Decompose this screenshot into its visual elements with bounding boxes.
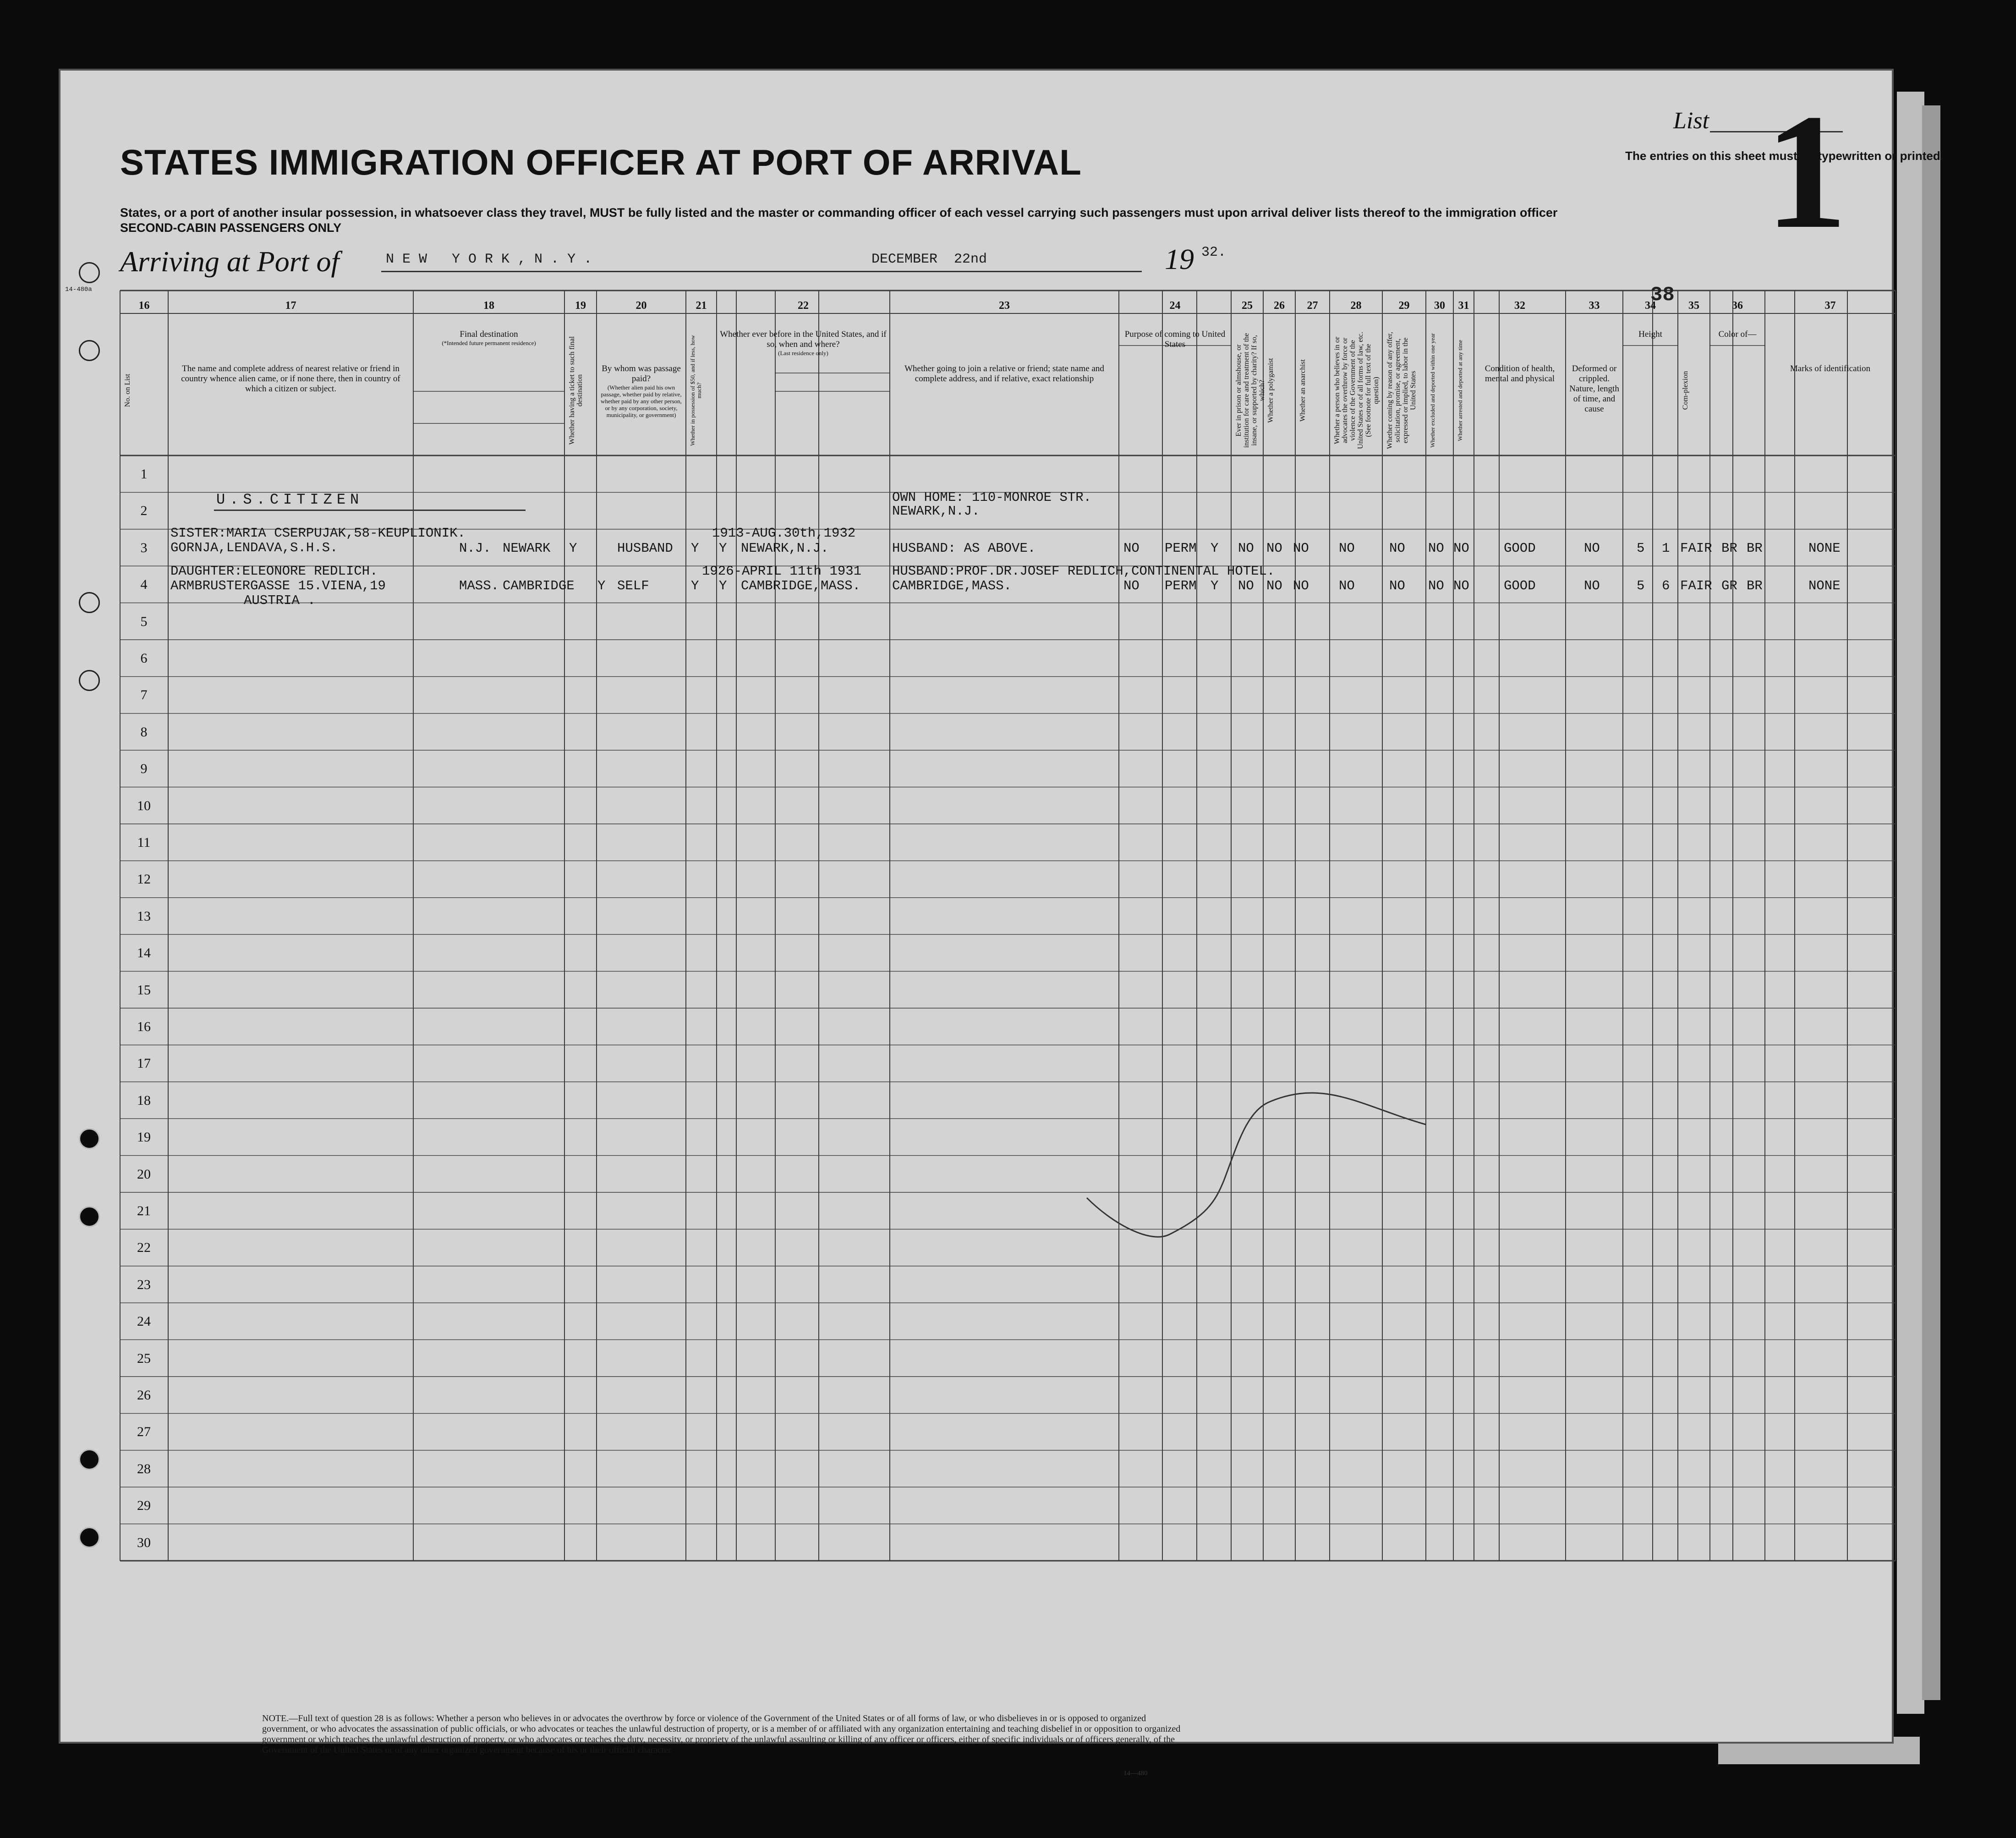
column-caption-32: Condition of health, mental and physical xyxy=(1485,364,1555,384)
date-value: DECEMBER 22nd xyxy=(871,252,987,267)
row3-c24b: PERM xyxy=(1165,578,1197,593)
column-caption-33: Deformed or crippled. Nature, length of time, and cause xyxy=(1569,364,1619,414)
port-value: N E W Y O R K , N . Y . xyxy=(386,252,592,267)
column-number-16: 16 xyxy=(138,300,150,312)
row-number: 20 xyxy=(137,1166,151,1182)
row-number: 6 xyxy=(140,651,148,666)
row3-c24c: Y xyxy=(1211,578,1219,593)
arriving-label: Arriving at Port of xyxy=(120,245,340,278)
column-number-18: 18 xyxy=(483,300,494,312)
column-caption-25: Ever in prison or almshouse, or institution for care and treatment of the insane, or supported by charity? If so, which? xyxy=(1235,333,1266,448)
row-number: 18 xyxy=(137,1092,151,1108)
row-number: 10 xyxy=(137,798,151,813)
row3-hair: GR xyxy=(1721,578,1737,593)
column-caption-20: By whom was passage paid? (Whether alien paid his own passage, whether paid by relative, whether paid by any other person, or by any corporation, society, municipality, or government) xyxy=(601,364,682,418)
row1-join: OWN HOME: 110-MONROE STR. xyxy=(892,490,1092,505)
column-caption-26: Whether a polygamist xyxy=(1267,358,1275,423)
row2-ticket: Y xyxy=(569,541,577,556)
sheet-number: 38 xyxy=(1650,284,1675,307)
row-number: 29 xyxy=(137,1498,151,1514)
list-number: 1 xyxy=(1765,80,1847,263)
column-caption-29: Whether coming by reason of any offer, solicitation, promise, or agreement, expressed or implied, to labor in the United States xyxy=(1386,332,1417,449)
binder-hole xyxy=(79,592,100,613)
row-number: 9 xyxy=(140,761,148,777)
row-number: 23 xyxy=(137,1277,151,1292)
row3-c27: NO xyxy=(1293,578,1309,593)
row2-eyes: BR xyxy=(1747,541,1763,556)
column-caption-18: Final destination (*Intended future permanent residence) xyxy=(442,329,536,346)
row-number: 28 xyxy=(137,1461,151,1476)
row-number: 8 xyxy=(140,724,148,740)
row3-c25: NO xyxy=(1238,578,1254,593)
row2-c29: NO xyxy=(1389,541,1405,556)
row-number: 12 xyxy=(137,872,151,887)
column-number-30: 30 xyxy=(1434,300,1445,312)
row-number: 25 xyxy=(137,1350,151,1366)
row2-relative: SISTER:MARIA CSERPUJAK,58-KEUPLIONIK. xyxy=(170,526,466,541)
form-title: STATES IMMIGRATION OFFICER AT PORT OF ARRIVAL xyxy=(120,142,1082,182)
row3-paid: SELF xyxy=(617,578,649,593)
row3-state: MASS. xyxy=(459,578,499,593)
row2-years: 1913-AUG.30th,1932 xyxy=(712,526,856,541)
row-number: 14 xyxy=(137,945,151,961)
column-number-23: 23 xyxy=(999,300,1010,312)
row3-join: HUSBAND:PROF.DR.JOSEF REDLICH,CONTINENTAL HOTEL. xyxy=(892,564,1275,579)
column-number-28: 28 xyxy=(1350,300,1362,312)
row3-relative-line2: ARMBRUSTERGASSE 15.VIENA,19 xyxy=(170,578,386,593)
binder-hole xyxy=(79,1128,100,1149)
row3-c30: NO xyxy=(1428,578,1444,593)
column-caption-16: No. on List xyxy=(124,373,131,407)
row3-years: 1926-APRIL 11th 1931 xyxy=(702,564,862,579)
row1-underline xyxy=(214,510,526,511)
column-caption-27: Whether an anarchist xyxy=(1299,359,1307,422)
column-number-26: 26 xyxy=(1274,300,1285,312)
column-caption-28: Whether a person who believes in or advocates the overthrow by force or violence of the Government of the United States or of all forms of law, etc. (See footnote for full text of the question) xyxy=(1333,332,1380,449)
row3-c24a: NO xyxy=(1123,578,1139,593)
binder-hole xyxy=(79,340,100,361)
form-code: 14—480 xyxy=(1123,1770,1148,1777)
column-number-29: 29 xyxy=(1398,300,1410,312)
row2-state: N.J. xyxy=(459,541,491,556)
row-number: 4 xyxy=(140,577,148,593)
column-number-36: 36 xyxy=(1732,300,1743,312)
row2-c27: NO xyxy=(1293,541,1309,556)
column-caption-19: Whether having a ticket to such final destination xyxy=(568,336,584,445)
row2-inches: 1 xyxy=(1662,541,1670,556)
row-number: 3 xyxy=(140,540,148,555)
row2-city: NEWARK xyxy=(503,541,551,556)
row-number: 5 xyxy=(140,614,148,629)
binder-hole xyxy=(79,1527,100,1548)
page-stack-edge xyxy=(1922,105,1940,1700)
column-caption-22: Whether ever before in the United States, and if so, when and where? (Last residence only) xyxy=(720,329,887,357)
port-underline xyxy=(381,271,885,272)
form-grid xyxy=(60,71,1895,1745)
column-number-24: 24 xyxy=(1169,300,1181,312)
row-number: 26 xyxy=(137,1388,151,1403)
row-number: 17 xyxy=(137,1056,151,1071)
column-number-21: 21 xyxy=(696,300,707,312)
row3-where: CAMBRIDGE,MASS. xyxy=(741,578,861,593)
row-number: 27 xyxy=(137,1424,151,1440)
form-code-top: 14-480a xyxy=(65,286,92,293)
entries-note: The entries on this sheet must be typewritten or printed. xyxy=(1625,149,1944,163)
row2-hair: BR xyxy=(1721,541,1737,556)
row3-join-line2: CAMBRIDGE,MASS. xyxy=(892,578,1012,593)
column-number-35: 35 xyxy=(1688,300,1699,312)
row3-relative-line3: AUSTRIA . xyxy=(244,593,316,608)
row3-fifty: Y xyxy=(691,578,699,593)
row3-inches: 6 xyxy=(1662,578,1670,593)
page-stack-edge xyxy=(1897,92,1924,1714)
row3-c32: GOOD xyxy=(1504,578,1536,593)
row1-join-line2: NEWARK,N.J. xyxy=(892,504,980,519)
row-number: 15 xyxy=(137,982,151,998)
row3-c33: NO xyxy=(1584,578,1600,593)
column-caption-31: Whether arrested and deported at any time xyxy=(1457,340,1463,441)
column-caption-37: Marks of identification xyxy=(1790,364,1871,373)
row2-c31: NO xyxy=(1453,541,1469,556)
row-number: 16 xyxy=(137,1019,151,1034)
row-number: 7 xyxy=(140,687,148,703)
row2-c24b: PERM xyxy=(1165,541,1197,556)
binder-hole xyxy=(79,670,100,691)
row3-city: CAMBRIDGE xyxy=(503,578,575,593)
row3-feet: 5 xyxy=(1637,578,1645,593)
row3-before: Y xyxy=(719,578,727,593)
column-number-31: 31 xyxy=(1458,300,1469,312)
row-number: 2 xyxy=(140,503,148,519)
row3-c29: NO xyxy=(1389,578,1405,593)
row-number: 19 xyxy=(137,1130,151,1145)
row-number: 1 xyxy=(140,466,148,482)
year-prefix: 19 xyxy=(1165,243,1194,275)
column-number-34: 34 xyxy=(1645,300,1656,312)
column-caption-34: Height xyxy=(1638,329,1662,339)
column-caption-24: Purpose of coming to United States xyxy=(1124,329,1226,349)
row2-where: NEWARK,N.J. xyxy=(741,541,829,556)
column-number-22: 22 xyxy=(798,300,809,312)
row2-c32: GOOD xyxy=(1504,541,1536,556)
column-number-32: 32 xyxy=(1514,300,1525,312)
row-number: 30 xyxy=(137,1535,151,1550)
row2-before: Y xyxy=(719,541,727,556)
year-suffix: 32. xyxy=(1201,245,1227,260)
column-number-17: 17 xyxy=(285,300,296,312)
binder-hole xyxy=(79,262,100,283)
row2-c24c: Y xyxy=(1211,541,1219,556)
column-number-27: 27 xyxy=(1307,300,1318,312)
row3-c28: NO xyxy=(1339,578,1355,593)
row-number: 21 xyxy=(137,1203,151,1218)
row3-complexion: FAIR xyxy=(1680,578,1712,593)
binder-hole xyxy=(79,1449,100,1470)
row2-c26: NO xyxy=(1266,541,1282,556)
row-number: 13 xyxy=(137,908,151,924)
manifest-sheet: STATES IMMIGRATION OFFICER AT PORT OF ARRIVAL States, or a port of another insular possession, in whatsoever class they travel, MUST be fully listed and the master or commanding officer of each vessel carrying such passengers must upon arrival deliver lists thereof to the immigration officer SECOND-CABIN PASSENGERS ONLY 14-480a Arriving at Port of N E W Y O R K , N . Y . DECEMBER 22nd 19 32. List 1 The entries on this sheet must be typewritten or printed. 38 16 No. on List 17 The name and complete address of nearest relative or friend in country whence alien came, or if none there, then in country of which a citizen or subject. 18 Final destination (*Intended future permanent residence) 19 Whether having a ticket to such final destination 20 By whom was passage paid? (Whether alien paid his own passage, whether paid by relative, whether paid by any other person, or by any corporation, society, municipality, or government) 21 Whether in possession of $50, and if less, how much? 22 Whether ever before in the United States, and if so, when and where? (Last residence only) 23 Whether going to join a relative or friend; state name and complete address, and if relative, exact relationship 24 Purpose of coming to United States 25 Ever in prison or almshouse, or institution for care and treatment of the insane, or supported by charity? If so, which? 26 Whether a polygamist 27 Whether an anarchist 28 Whether a person who believes in or advocates the overthrow by force or violence of the Government of the United States or of all forms of law, etc. (See footnote for full text of the question) 29 Whether coming by reason of any offer, solicitation, promise, or agreement, expressed or implied, to labor in the United States 30 Whether excluded and deported within one year 31 Whether arrested and deported at any time 32 Condition of health, mental and physical 33 Deformed or crippled. Nature, length of time, and cause 34 Height 35 Com-plexion 36 Color of— 37 Marks of identification 1 2 3 4 5 6 7 8 9 10 11 12 13 14 15 16 17 18 19 20 21 22 23 24 25 26 27 28 29 30 U.S.CITIZEN OWN HOME: 110-MONROE STR. NEWARK,N.J. SISTER:MARIA CSERPUJAK,58-KEUPLIONIK. GORNJA,LENDAVA,S.H.S. N.J. NEWARK Y HUSBAND Y Y 1913-AUG.30th,1932 NEWARK,N.J. HUSBAND: AS ABOVE. DAUGHTER:ELEONORE REDLICH. ARMBRUSTERGASSE 15.VIENA,19 AUSTRIA . MASS. CAMBRIDGE Y SELF Y Y 1926-APRIL 11th 1931 CAMBRIDGE,MASS. HUSBAND:PROF.DR.JOSEF REDLICH,CONTINENTAL HOTEL. CAMBRIDGE,MASS. NO PERM Y NO NO NO NO NO NO NO GOOD NO 5 1 FAIR BR BR NONE NO PERM Y NO NO NO NO NO NO NO GOOD NO 5 6 FAIR GR BR NONE NOTE.—Full text of question 28 is as follows: Whether a person who believes in or advocates the overthrow by force or violence of the Government of the United States or of all forms of law, or who disbelieves in or is opposed to organized government, or who advocates the assassination of public officials, or who advocates or teaches the unlawful destruction of property, or is a member of or affiliated with any organization entertaining and teaching disbelief in or opposition to organized government or which teaches the unlawful destruction of property, or who advocates or teaches the duty, necessity, or propriety of the unlawful assaulting or killing of any officer or officers, either of specific individuals or of officers generally, of the Government of the United States or of any other organized government because of his or their official character. 14—480 xyxy=(59,69,1894,1744)
row2-c33: NO xyxy=(1584,541,1600,556)
row3-c26: NO xyxy=(1266,578,1282,593)
date-underline xyxy=(849,271,1142,272)
column-caption-23: Whether going to join a relative or friend; state name and complete address, and if relative, exact relationship xyxy=(904,364,1104,384)
row3-c31: NO xyxy=(1453,578,1469,593)
column-caption-17: The name and complete address of nearest relative or friend in country whence alien came, or if none there, then in country of which a citizen or subject. xyxy=(181,364,400,394)
row2-fifty: Y xyxy=(691,541,699,556)
column-number-20: 20 xyxy=(635,300,647,312)
column-caption-30: Whether excluded and deported within one year xyxy=(1429,333,1436,448)
class-line: SECOND-CABIN PASSENGERS ONLY xyxy=(120,221,342,235)
row3-relative: DAUGHTER:ELEONORE REDLICH. xyxy=(170,564,378,579)
row2-feet: 5 xyxy=(1637,541,1645,556)
column-number-25: 25 xyxy=(1242,300,1253,312)
column-caption-21: Whether in possession of $50, and if less, how much? xyxy=(689,335,702,446)
row2-complexion: FAIR xyxy=(1680,541,1712,556)
row1-relative: U.S.CITIZEN xyxy=(216,491,364,508)
row-number: 24 xyxy=(137,1314,151,1329)
row2-c28: NO xyxy=(1339,541,1355,556)
footnote: NOTE.—Full text of question 28 is as follows: Whether a person who believes in or advocates the overthrow by force or violence of the Government of the United States or of all forms of law, or who disbelieves in or is opposed to organized government, or who advocates the assassination of public officials, or who advocates or teaches the unlawful destruction of property, or is a member of or affiliated with any organization entertaining and teaching disbelief in or opposition to organized government or which teaches the unlawful destruction of property, or who advocates or teaches the duty, necessity, or propriety of the unlawful assaulting or killing of any officer or officers, either of specific individuals or of officers generally, of the Government of the United States or of any other organized government because of his or their official character. xyxy=(262,1713,1181,1755)
column-number-37: 37 xyxy=(1824,300,1836,312)
row2-c30: NO xyxy=(1428,541,1444,556)
row3-ticket: Y xyxy=(597,578,606,593)
column-caption-35: Com-plexion xyxy=(1682,371,1689,410)
column-caption-36: Color of— xyxy=(1718,329,1757,339)
row2-relative-line2: GORNJA,LENDAVA,S.H.S. xyxy=(170,540,338,555)
row2-c25: NO xyxy=(1238,541,1254,556)
row3-eyes: BR xyxy=(1747,578,1763,593)
row2-c24a: NO xyxy=(1123,541,1139,556)
row-number: 22 xyxy=(137,1240,151,1256)
row-number: 11 xyxy=(137,835,151,850)
column-number-33: 33 xyxy=(1589,300,1600,312)
row3-marks: NONE xyxy=(1808,578,1841,593)
row2-join: HUSBAND: AS ABOVE. xyxy=(892,541,1036,556)
column-number-19: 19 xyxy=(575,300,586,312)
row2-marks: NONE xyxy=(1808,541,1841,556)
binder-hole xyxy=(79,1206,100,1227)
instruction-line: States, or a port of another insular possession, in whatsoever class they travel, MUST be fully listed and the master or commanding officer of each vessel carrying such passengers must upon arrival deliver lists thereof to the immigration officer xyxy=(120,206,1558,219)
row2-paid: HUSBAND xyxy=(617,541,673,556)
